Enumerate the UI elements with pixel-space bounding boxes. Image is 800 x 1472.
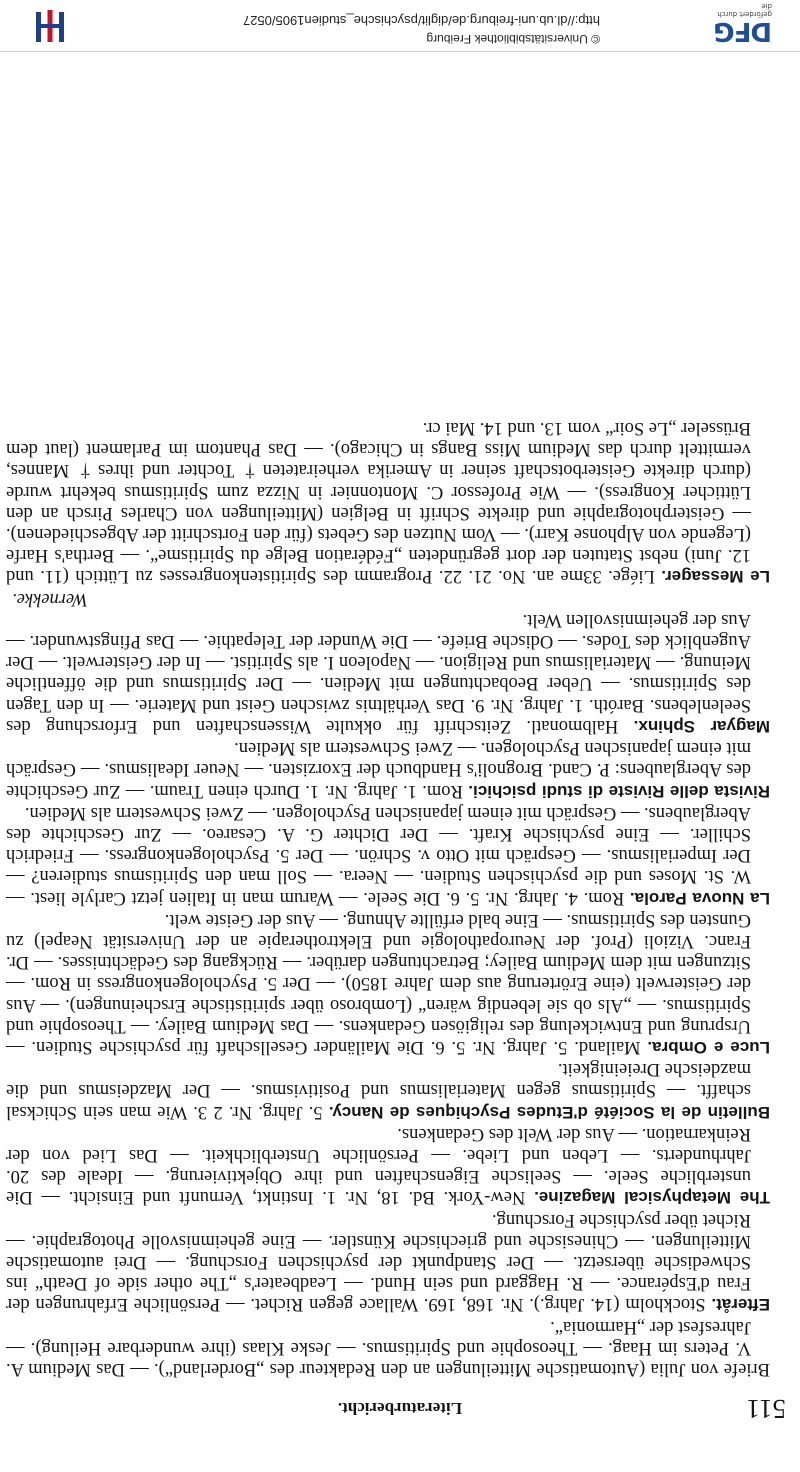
reviewer-signature: Wernekke. — [12, 588, 88, 609]
journal-title: Le Messager. — [661, 567, 770, 587]
running-title: Literaturbericht. — [337, 1399, 463, 1418]
entry-paragraph — [6, 737, 770, 802]
entry-body: Mailand. 5. Jahrg. Nr. 5. 6. Die Mailänder Gesellschaft für psychische Studien. — Ursprung und Entwickelung des religiösen Gedankens. — Das Medium Bailey. — Theosophie und Spiritismus. — „Als ob sie lebendig wären“ (Lombroso über spiritistische Erscheinungen). — Aus der Geisterwelt (eine Erörterung aus dem Jahre 1850). — Der 5. Psychologenkongress in Rom. — Sitzungen mit dem Medium Bailey; Betrachtungen darüber. — Rückgang des Gedächtnisses. — Dr. Franc. Vizioli (Prof. der Neuropathologie und Elektrotherapie an der Universität Neapel) zu Gunsten des Spiritismus. — Eine bald erfüllte Ahnung. — Aus der Geiste welt. — [6, 909, 751, 1057]
dfg-logo-mark: DFG — [714, 16, 772, 46]
entry-body: Halbmonatl. Zeitschrift für okkulte Wissenschaften und Erforschung des Seelenlebens. Baróth. 1. Jahrg. Nr. 9. Das Verhältnis zwischen Geist und Materie. — In den Tagen des Spiritismus. — Ueber Beobachtungen mit Medien. — Der Spiritismus und die öffentliche Meinung. — Materialismus und Religion. — Napoleon I. als Spiritist. — In der Geisterwelt. — Der Augenblick des Todes. — Odische Briefe. — Die Wunder der Telepathie. — Das Pfingstwunder. — Aus der geheimnisvollen Welt. — [6, 609, 751, 736]
entry-paragraph — [6, 1315, 770, 1380]
dfg-funding-note: gefördert durch die — [717, 2, 772, 18]
dfg-logo — [714, 2, 772, 46]
entry-body: New-York. Bd. 18, Nr. 1. Instinkt, Vernunft und Einsicht. — Die unsterbliche Seele. — Seelische Eigenschaften und ihre Objektivierung. — Ideale des 20. Jahrhunderts. — Leben und Liebe. — Persönliche Unsterblichkeit. — Das Lied von der Reinkarnation. — Aus der Welt des Gedankens. — [6, 1123, 751, 1208]
journal-title: Luce e Ombra. — [647, 1037, 770, 1057]
page-number: 511 — [746, 1394, 786, 1424]
running-head — [0, 1394, 800, 1424]
entry-body: Liége. 33me an. No. 21. 22. Programm des Spiritistenkongresses zu Lüttich (11. und 12. Juni) nebst Statuten der dort gegründeten „Fédération Belge du Spiritisme“. — Bertha's Harfe (Legende von Alphonse Karr). — Vom Nutzen des Gebets (für den Fortschritt der Abgeschiedenen). — Geisterphotographie und direkte Schrift in Belgien (Mitteilungen von Charles Pirsch an den Lütticher Kongress). — Wie Professor C. Montonnier in Nizza zum Spiritismus bekehrt wurde (durch direkte Geisterbotschaft seiner in Amerika verheirateten † Tochter und ihres † Mannes, vermittelt durch das Medium Miss Bangs in Chicago). — Das Phantom im Parlament (laut dem Brüsseler „Le Soir“ vom 13. und 14. Mai cr. — [5, 418, 751, 587]
entry-body: Rom. 4. Jahrg. Nr. 5. 6. Die Seele. — Warum man in Italien jetzt Carlyle liest. — W. St. Moses und die psychischen Studien. — Neera. — Soll man den Spiritismus studieren? — Der Imperialismus. — Gespräch mit Otto v. Schrön. — Der 5. Psychologenkongress. — Friedrich Schiller. — Eine psychische Kraft. — Der Dichter G. A. Cesareo. — Zur Geschichte des Aberglaubens. — Gespräch mit einem japanischen Psychologen. — Zwei Schwestern als Medien. — [5, 802, 751, 908]
entry-body: Rom. 1. Jahrg. Nr. 1. Durch einen Traum. — Zur Geschichte des Aberglaubens: P. Cand. Brognoli's Handbuch der Exorzisten. — Neuer Idealismus. — Gespräch mit einem japanischen Psychologen. — Zwei Schwestern als Medien. — [6, 738, 751, 801]
copyright-notice: © Universitätsbibliothek Freiburg — [426, 32, 600, 46]
journal-title: Rivista delle Riviste di studi psichici. — [468, 781, 770, 801]
entry-body: Briefe von Julia (Automatische Mitteilungen an den Redakteur des „Borderland“). — Das Medium A. V. Peters im Haag. — Theosophie und Spiritismus. — Jeske Klaas (ihre wunderbare Heilung). — Jahresfest der „Harmonia“. — [6, 1316, 770, 1379]
journal-title: Bulletin de la Société d'Etudes Psychiques de Nancy. — [328, 1102, 770, 1122]
journal-title: The Metaphysical Magazine. — [534, 1188, 770, 1208]
entry-paragraph — [6, 417, 770, 588]
banner-divider — [0, 51, 800, 52]
entry-paragraph — [6, 609, 770, 737]
entry-paragraph — [6, 1208, 770, 1315]
digital-library-url[interactable]: http://dl.ub.uni-freiburg.de/diglit/psychische_studien1905/0527 — [242, 13, 600, 28]
text-column — [6, 417, 770, 1380]
entry-paragraph — [6, 1123, 770, 1209]
entry-body: Stockholm (14. Jahrg.). Nr. 168, 169. Wallace gegen Richet. — Persönliche Erfahrungen der Frau d'Espérance. — R. Haggard und sein Hund. — Leadbeater's „The other side of Death“ ins Schwedische übersetzt. — Der Standpunkt der psychischen Forschung. — Drei automatische Mitteilungen. — Chinesische und griechische Künstler. — Eine geheimnisvolle Photographie. — Richet über psychische Forschung. — [6, 1209, 751, 1315]
entry-paragraph — [6, 1058, 770, 1123]
journal-title: La Nuova Parola. — [629, 888, 770, 908]
ub-logo-crossbar — [36, 24, 64, 28]
journal-title: Magyar Sphinx. — [633, 716, 770, 736]
entry-paragraph — [6, 802, 770, 909]
library-banner — [0, 0, 800, 52]
entry-body: 5. Jahrg. Nr. 2 3. Wie man sein Schicksal schafft. — Spiritismus gegen Materialismus und Positivismus. — Der Mazdeismus und die mazdeische Dreieinigkeit. — [6, 1059, 751, 1122]
journal-title: Efteråt. — [711, 1295, 770, 1315]
ub-freiburg-logo-icon — [30, 6, 70, 46]
entry-paragraph — [6, 909, 770, 1058]
